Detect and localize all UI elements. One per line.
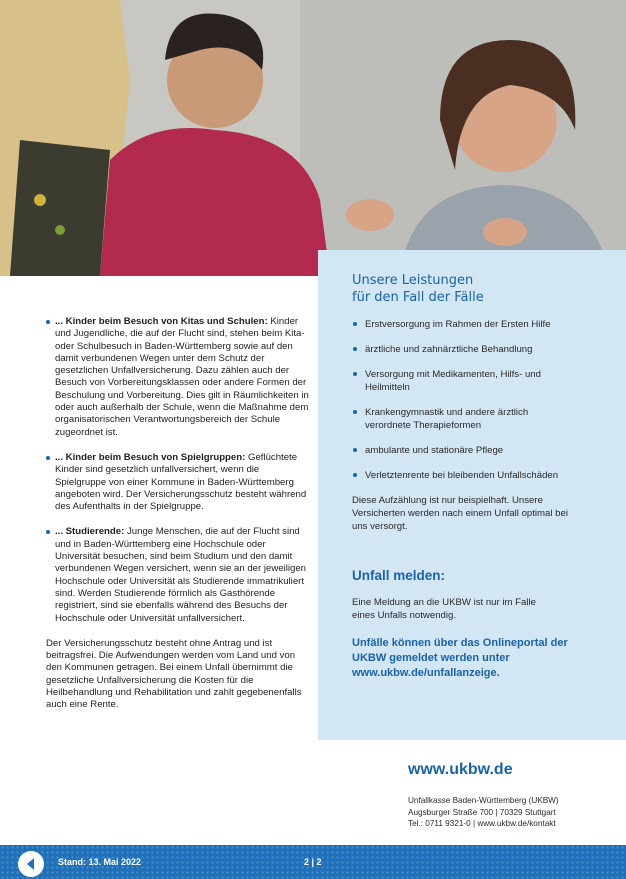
page-number: 2 | 2 bbox=[304, 857, 322, 867]
bullet-lead: ... Kinder beim Besuch von Spielgruppen: bbox=[55, 451, 246, 463]
footer-bar bbox=[0, 845, 626, 879]
photo-people-talking-icon bbox=[0, 0, 626, 276]
bullet-text: Junge Menschen, die auf der Flucht sind und in Baden-Württemberg eine Hochschule oder Universität besuchen, sind beim Studium und den damit verbundenen Wegen versichert, wenn sie an der jeweiligen Hochschule oder Universität als Studierende immatrikuliert sind. Werden Studierende förmlich als Gasthörende registriert, sind sie ebenfalls während des Besuchs der Hochschule oder Universität unfallversichert. bbox=[55, 526, 307, 624]
services-note: Diese Aufzählung ist nur beispielhaft. Unsere Versicherten werden nach einem Unfall optimal bei uns versorgt. bbox=[352, 495, 568, 532]
insurance-info bbox=[46, 316, 312, 712]
report-online-link[interactable]: Unfälle können über das Onlineportal der UKBW gemeldet werden unter www.ukbw.de/unfallanzeige. bbox=[352, 637, 568, 679]
list-item: ambulante und stationäre Pflege bbox=[352, 444, 604, 457]
list-item: Verletztenrente bei bleibenden Unfallschäden bbox=[352, 469, 604, 482]
bullet-lead: ... Kinder beim Besuch von Kitas und Schulen: bbox=[55, 316, 268, 327]
list-item: Krankengymnastik und andere ärztlich verordnete Therapieformen bbox=[352, 406, 552, 432]
services-list bbox=[352, 318, 604, 482]
contact-address bbox=[408, 795, 559, 830]
report-text: Eine Meldung an die UKBW ist nur im Falle eines Unfalls notwendig. bbox=[352, 597, 536, 621]
summary-paragraph: Der Versicherungsschutz besteht ohne Antrag und ist beitragsfrei. Die Aufwendungen werden vom Land und von den Kommunen getragen. Bei einem Unfall übernimmt die gesetzliche Unfallversicherung die Kosten für die Heilbehandlung und Rehabilitation und zahlt gegebenenfalls auch eine Rente. bbox=[46, 637, 302, 711]
address-line[interactable]: Tel.: 0711 9321-0 | www.ukbw.de/kontakt bbox=[408, 819, 556, 828]
back-button[interactable] bbox=[18, 851, 44, 877]
list-item bbox=[46, 316, 312, 439]
status-date: Stand: 13. Mai 2022 bbox=[58, 857, 142, 867]
services-panel bbox=[318, 250, 626, 740]
bullet-text: Kinder und Jugendliche, die auf der Flucht sind, stehen beim Kita- oder Schulbesuch in Baden-Württemberg sowie auf den damit verbundenen Wegen unter dem Schutz der gesetzlichen Unfallversicherung. Dazu zählen auch der Besuch von Vorbereitungsklassen oder andere Formen der Beschulung und Vorbereitung. Dies gilt in Räumlichkeiten in oder auch außerhalb der Schule, wenn die Maßnahme dem organisatorischen Verantwortungsbereich der Schule zugeordnet ist. bbox=[55, 316, 309, 438]
bullet-text: Geflüchtete Kinder sind gesetzlich unfallversichert, wenn die Spielgruppe von einer Kommune in Baden-Württemberg angeboten wird. Der Versicherungsschutz besteht während des Aufenthalts in der Spielgruppe. bbox=[55, 451, 307, 513]
arrow-left-icon bbox=[24, 857, 38, 871]
report-title: Unfall melden: bbox=[352, 568, 446, 583]
bullet-lead: ... Studierende: bbox=[55, 526, 125, 538]
list-item: ärztliche und zahnärztliche Behandlung bbox=[352, 343, 604, 356]
list-item bbox=[46, 526, 312, 624]
insurance-list bbox=[46, 316, 312, 625]
address-line: Augsburger Straße 700 | 70329 Stuttgart bbox=[408, 807, 556, 817]
list-item: Versorgung mit Medikamenten, Hilfs- und Heilmitteln bbox=[352, 368, 552, 394]
list-item: Erstversorgung im Rahmen der Ersten Hilfe bbox=[352, 318, 604, 331]
services-title: Unsere Leistungen für den Fall der Fälle bbox=[352, 273, 484, 305]
header-photo bbox=[0, 0, 626, 276]
website-link[interactable]: www.ukbw.de bbox=[408, 761, 513, 778]
list-item bbox=[46, 452, 312, 513]
address-line: Unfallkasse Baden-Württemberg (UKBW) bbox=[408, 796, 559, 805]
